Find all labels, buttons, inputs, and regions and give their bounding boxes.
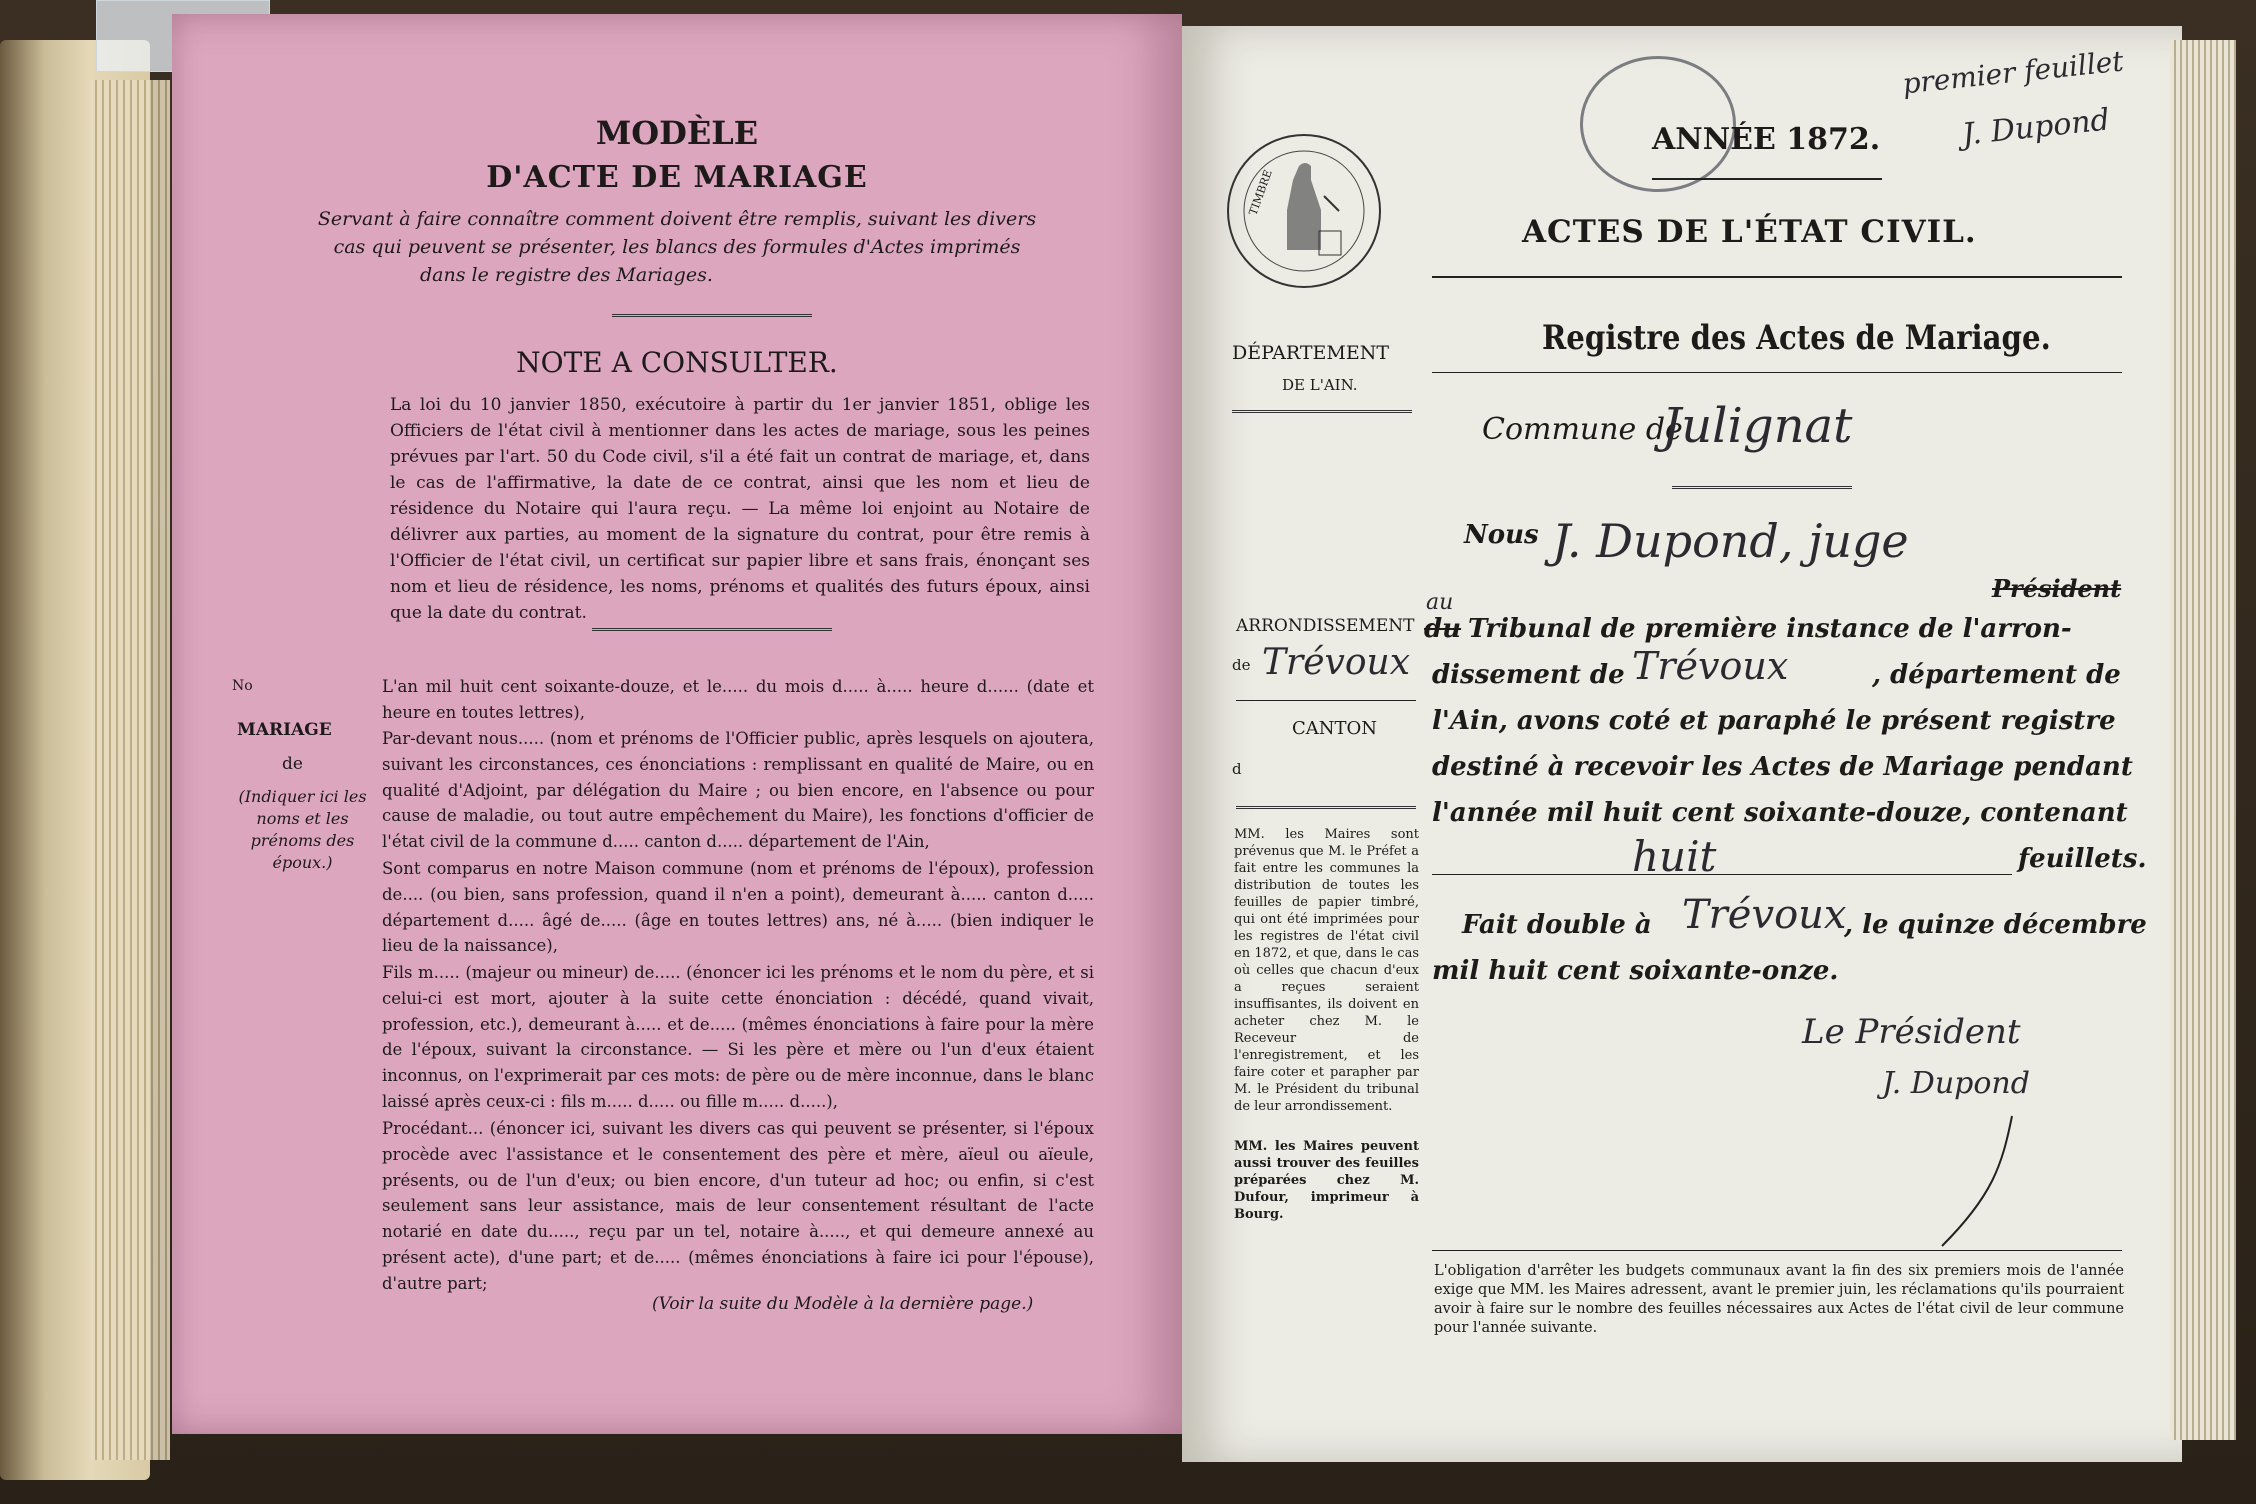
canton-d: d	[1232, 760, 1242, 778]
note-text: La loi du 10 janvier 1850, exécutoire à partir du 1er janvier 1851, oblige les Officiers de l'état civil à mentionner dans les actes de mariage, sous les peines prévues par l'art. 50 du Code civil, s'il a été fait un contrat de mariage, et, dans le cas de l'affirmative, la date de ce contrat, ainsi que les nom et lieu de résidence du Notaire qui l'aura reçu. — La même loi enjoint au Notaire de délivrer aux parties, au moment de la signature du contrat, pour être remis à l'Officier de l'état civil, un certificat sur papier libre et sans frais, énonçant ses nom et lieu de résidence, les noms, prénoms et qualités des futurs époux, ainsi que la date du contrat.	[390, 395, 1090, 623]
commune-rule	[1672, 486, 1852, 489]
margin-mariage: MARIAGE	[237, 720, 332, 740]
arrondissement-value: Trévoux	[1262, 642, 1411, 683]
fait-double-value: Trévoux	[1682, 892, 1847, 938]
bottom-rule	[1432, 1250, 2122, 1251]
departement-rule	[1232, 410, 1412, 413]
intro-line-3: dans le registre des Mariages.	[420, 264, 713, 286]
registre-rule	[1432, 372, 2122, 373]
side-note-1: MM. les Maires sont prévenus que M. le Préfet a fait entre les communes la distribution de toutes les feuilles de papier timbré, qui ont été imprimées pour les registres de l'état civil en 1872, et que, dans le cas où celles que chacun d'eux a reçues seraient insuffisantes, ils doivent en acheter chez M. le Receveur de l'enregistrement, et les faire coter et parapher par M. le Président du tribunal de leur arrondissement.	[1234, 827, 1419, 1114]
date-line-1: , le quinze décembre	[1844, 910, 2147, 940]
model-subtitle: D'ACTE DE MARIAGE	[486, 160, 868, 195]
nous-label: Nous	[1464, 520, 1539, 550]
du-struck: du	[1424, 614, 1462, 644]
page-edges-right	[2170, 40, 2236, 1440]
left-page	[172, 14, 1182, 1434]
annee-title: ANNÉE 1872.	[1652, 122, 1881, 157]
feuillets-label: feuillets.	[2018, 844, 2147, 874]
right-page	[1182, 26, 2182, 1462]
annee-rule	[1652, 178, 1882, 180]
body-paragraph-4: Fils m..... (majeur ou mineur) de..... (énoncer ici les prénoms et le nom du père, et si celui-ci est mort, ajouter à la suite cette énonciation : décédé, quand vivait, profession, etc.), demeurant à..... et de..... (mêmes énonciations à faire pour la mère de l'époux, suivant la circonstance. — Si les père et mère ou l'un d'eux étaient inconnus, on l'exprimerait par ces mots: de père ou de mère inconnue, dans le blanc laissé après ceux-ci : fils m..... d..... ou fille m..... d.....),	[382, 963, 1094, 1111]
de-lain-label: DE L'AIN.	[1282, 376, 1358, 394]
actes-rule	[1432, 276, 2122, 278]
side-note-2: MM. les Maires peuvent aussi trouver des feuilles préparées chez M. Dufour, imprimeur à Bourg.	[1234, 1139, 1419, 1222]
handwritten-signature-top: J. Dupond	[1960, 102, 2112, 153]
actes-title: ACTES DE L'ÉTAT CIVIL.	[1522, 214, 1977, 250]
date-line-2: mil huit cent soixante-onze.	[1432, 956, 1839, 986]
arrondissement-rule	[1236, 700, 1416, 701]
body-paragraph-5: Procédant... (énoncer ici, suivant les divers cas qui peuvent se présenter, si l'époux procède avec l'assistance et le consentement des père et mère, aïeul ou aïeule, présents, ou de l'un d'eux; ou bien encore, d'un tuteur ad hoc; ou enfin, si c'est seulement sans leur assistance, mais de leur consentement résultant de l'acte notarié en date du....., reçu par un tel, notaire à....., et qui demeure annexé au présent acte), d'une part; et de..... (mêmes énonciations à faire ici pour l'épouse), d'autre part;	[382, 1119, 1094, 1293]
note-heading: NOTE A CONSULTER.	[516, 346, 838, 379]
dissement-de: dissement de	[1432, 660, 1625, 690]
margin-note: (Indiquer ici les noms et les prénoms des époux.)	[238, 787, 367, 872]
annee-line: l'année mil huit cent soixante-douze, contenant	[1432, 798, 2128, 828]
departement-label: DÉPARTEMENT	[1232, 342, 1390, 364]
president-struck: Président	[1992, 574, 2122, 603]
registre-title: Registre des Actes de Mariage.	[1542, 318, 2051, 358]
model-title: MODÈLE	[595, 114, 759, 152]
nous-value: J. Dupond, juge	[1552, 514, 1909, 568]
intro-line-1: Servant à faire connaître comment doivent être remplis, suivant les divers	[317, 208, 1037, 230]
signature-president: Le Président	[1802, 1012, 2021, 1052]
dissement-value: Trévoux	[1632, 644, 1789, 688]
feuillets-value: huit	[1632, 832, 1717, 881]
body-paragraph-2: Par-devant nous..... (nom et prénoms de l'Officier public, après lesquels on ajoutera, suivant les circonstances, ces énonciations : remplissant en qualité de Maire, ou en qualité d'Adjoint, par délégation du Maire ; ou bien encore, en l'absence ou pour cause de maladie, ou tout autre empêchement du Maire), les fonctions d'officier de l'état civil de la commune d..... canton d..... département de l'Ain,	[382, 729, 1094, 852]
arrondissement-label: ARRONDISSEMENT	[1236, 616, 1415, 636]
intro-line-2: cas qui peuvent se présenter, les blancs des formules d'Actes imprimés	[333, 236, 1021, 258]
margin-de: de	[282, 754, 303, 774]
tribunal-line: Tribunal de première instance de l'arron-	[1468, 614, 2072, 644]
body-paragraph-1: L'an mil huit cent soixante-douze, et le..... du mois d..... à..... heure d...... (date et heure en toutes lettres),	[382, 677, 1094, 722]
departement-de: , département de	[1872, 660, 2121, 690]
signature-dupond: J. Dupond	[1882, 1066, 2030, 1101]
bottom-note: L'obligation d'arrêter les budgets communaux avant la fin des six premiers mois de l'année exige que MM. les Maires adressent, avant le premier juin, les réclamations qu'ils pourraient avoir à faire sur le nombre des feuilles nécessaires aux Actes de l'état civil de leur commune pour l'année suivante.	[1434, 1263, 2124, 1336]
destine-line: destiné à recevoir les Actes de Mariage pendant	[1432, 752, 2133, 782]
page-edges-left	[90, 80, 170, 1460]
ain-line: l'Ain, avons coté et paraphé le présent registre	[1432, 706, 2116, 736]
timbre-label: TIMBRE	[1246, 168, 1275, 217]
signature-flourish	[1922, 1106, 2042, 1256]
margin-number: No	[232, 678, 253, 694]
arrondissement-de: de	[1232, 656, 1251, 674]
ornament-divider-2	[592, 628, 832, 631]
commune-label: Commune de	[1482, 412, 1683, 447]
commune-value: Julignat	[1662, 398, 1853, 454]
fait-double-label: Fait double à	[1462, 910, 1652, 940]
timbre-seal	[1227, 134, 1381, 288]
canton-label: CANTON	[1292, 718, 1378, 739]
handwritten-premier-feuillet: premier feuillet	[1900, 44, 2126, 101]
footer-note: (Voir la suite du Modèle à la dernière page.)	[652, 1294, 1034, 1314]
canton-rule	[1236, 806, 1416, 809]
feuillets-rule	[1432, 874, 2012, 875]
ornament-divider	[612, 314, 812, 317]
au-inserted: au	[1426, 590, 1454, 615]
body-paragraph-3: Sont comparus en notre Maison commune (nom et prénoms de l'époux), profession de.... (ou bien, sans profession, quand il n'en a point), demeurant à..... canton d..... département d..... âgé de..... (âge en toutes lettres) ans, né à..... (bien indiquer le lieu de la naissance),	[382, 859, 1094, 956]
